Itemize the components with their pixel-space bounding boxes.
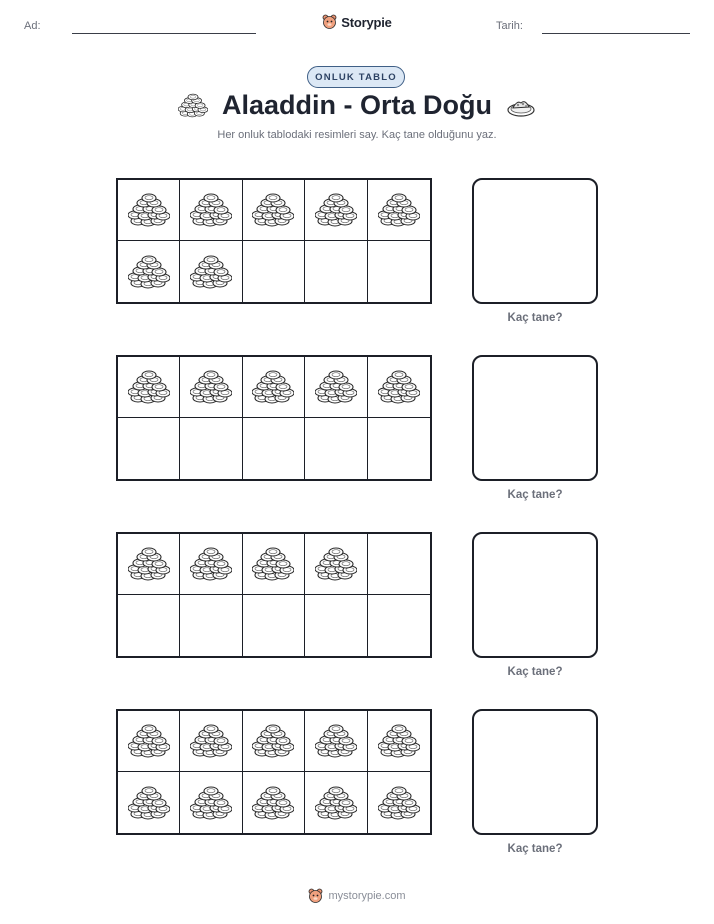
ten-frame-cell xyxy=(180,357,242,418)
date-line[interactable] xyxy=(542,33,690,34)
coin-pile-icon xyxy=(252,545,294,583)
ten-frame-cell xyxy=(118,180,180,241)
title-row xyxy=(0,90,714,121)
ten-frame-cell xyxy=(368,180,430,241)
question-label: Kaç tane? xyxy=(507,489,563,501)
ten-frame xyxy=(116,709,432,835)
ten-frame-cell xyxy=(180,180,242,241)
ten-frame-cell xyxy=(243,595,305,656)
footer-url: mystorypie.com xyxy=(328,890,406,902)
footer xyxy=(0,888,714,904)
question-label: Kaç tane? xyxy=(507,843,563,855)
ten-frame xyxy=(116,355,432,481)
ten-frame-cell xyxy=(368,595,430,656)
ten-frame-cell xyxy=(243,180,305,241)
bear-mascot-icon xyxy=(308,888,323,904)
ten-frame-cell xyxy=(368,711,430,772)
answer-box[interactable] xyxy=(472,355,598,481)
instructions: Her onluk tablodaki resimleri say. Kaç tane olduğunu yaz. xyxy=(217,129,497,141)
coin-pile-icon xyxy=(315,545,357,583)
ten-frame-cell xyxy=(305,180,367,241)
ten-frame-cell xyxy=(118,711,180,772)
question-label: Kaç tane? xyxy=(507,666,563,678)
coin-pile-icon xyxy=(190,253,232,291)
answer-box[interactable] xyxy=(472,178,598,304)
ten-frame-cell xyxy=(180,241,242,302)
coin-pile-icon xyxy=(378,784,420,822)
ten-frame-cell xyxy=(368,357,430,418)
ten-frame-cell xyxy=(180,711,242,772)
plate-of-food-icon xyxy=(506,94,536,118)
coin-pile-icon xyxy=(128,191,170,229)
answer-box[interactable] xyxy=(472,709,598,835)
ten-frame-cell xyxy=(243,711,305,772)
coin-pile-icon xyxy=(190,191,232,229)
coin-pile-icon xyxy=(128,722,170,760)
ten-frame-cell xyxy=(243,241,305,302)
coin-pile-icon xyxy=(315,368,357,406)
coin-pile-icon xyxy=(128,253,170,291)
ten-frame-cell xyxy=(180,772,242,833)
ten-frame-cell xyxy=(243,418,305,479)
date-label: Tarih: xyxy=(496,20,523,32)
coin-pile-icon xyxy=(378,722,420,760)
coin-pile-icon xyxy=(190,784,232,822)
brand-name: Storypie xyxy=(341,14,392,30)
coin-pile-icon xyxy=(128,545,170,583)
coin-pile-icon xyxy=(252,784,294,822)
coin-pile-icon xyxy=(128,784,170,822)
ten-frame-cell xyxy=(305,711,367,772)
ten-frame-cell xyxy=(305,357,367,418)
coin-pile-icon xyxy=(252,191,294,229)
ten-frame-cell xyxy=(368,418,430,479)
ten-frame-cell xyxy=(118,418,180,479)
bear-mascot-icon xyxy=(322,14,337,30)
coin-pile-icon xyxy=(315,722,357,760)
question-label: Kaç tane? xyxy=(507,312,563,324)
ten-frame-cell xyxy=(243,534,305,595)
ten-frame-cell xyxy=(118,534,180,595)
ten-frame-cell xyxy=(243,357,305,418)
coin-pile-icon xyxy=(378,191,420,229)
ten-frame xyxy=(116,532,432,658)
ten-frame-cell xyxy=(305,772,367,833)
ten-frame-cell xyxy=(118,595,180,656)
name-line[interactable] xyxy=(72,33,256,34)
coin-pile-icon xyxy=(190,545,232,583)
coin-pile-icon xyxy=(315,191,357,229)
coin-pile-icon xyxy=(190,722,232,760)
ten-frame-cell xyxy=(180,418,242,479)
ten-frame-cell xyxy=(180,595,242,656)
worksheet-badge: ONLUK TABLO xyxy=(307,66,405,88)
ten-frame xyxy=(116,178,432,304)
brand-logo xyxy=(0,14,714,30)
coin-pile-icon xyxy=(378,368,420,406)
ten-frame-cell xyxy=(118,241,180,302)
coin-pile-icon xyxy=(190,368,232,406)
name-label: Ad: xyxy=(24,20,41,32)
ten-frame-cell xyxy=(368,772,430,833)
ten-frame-cell xyxy=(305,534,367,595)
ten-frame-cell xyxy=(118,772,180,833)
coin-pile-icon xyxy=(315,784,357,822)
page-title: Alaaddin - Orta Doğu xyxy=(222,90,492,120)
ten-frame-cell xyxy=(305,241,367,302)
ten-frame-cell xyxy=(368,534,430,595)
coin-pile-icon xyxy=(252,368,294,406)
coin-pile-icon xyxy=(178,92,208,119)
ten-frame-cell xyxy=(305,595,367,656)
ten-frame-cell xyxy=(368,241,430,302)
ten-frame-cell xyxy=(118,357,180,418)
answer-box[interactable] xyxy=(472,532,598,658)
ten-frame-cell xyxy=(243,772,305,833)
ten-frame-cell xyxy=(305,418,367,479)
ten-frame-cell xyxy=(180,534,242,595)
coin-pile-icon xyxy=(128,368,170,406)
coin-pile-icon xyxy=(252,722,294,760)
